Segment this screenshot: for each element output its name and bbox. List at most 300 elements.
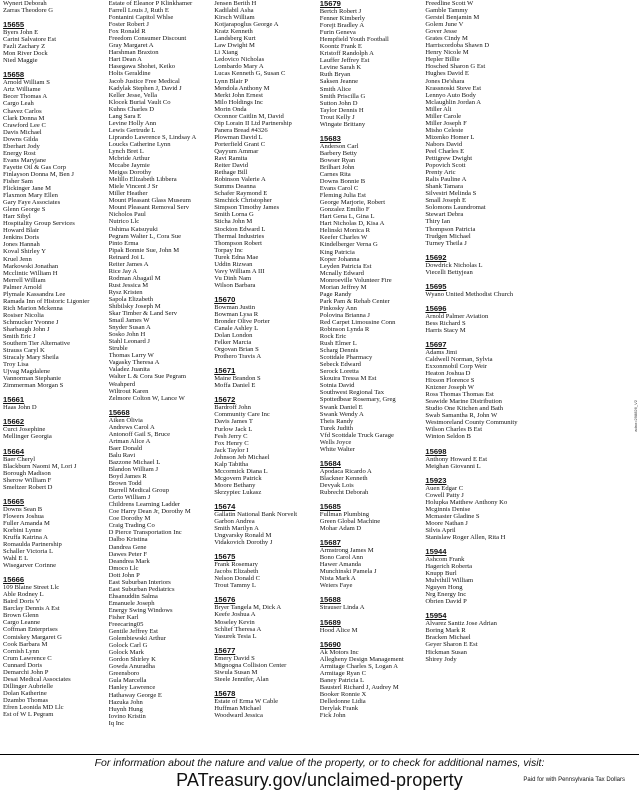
claimant-name: Johnson Jeb Michael [214,453,270,461]
claimant-name: Palmer Arnold [3,283,42,291]
claimant-name: Small Joseph E [425,197,467,205]
claimant-name: Ujvag Magdalene [3,368,51,376]
claimant-name: Flaxmon Mary Ellen [3,192,58,200]
claimant-name: Ramada Inn of Historic Ligonier [3,297,90,305]
claimant-name: Gordon Shirley K [108,656,156,664]
claimant-name: Haas John D [3,404,37,412]
claimant-name: Southwest Regional Tax [319,389,385,397]
claimant-name: Golembiewski Arthur [108,635,166,643]
claimant-name: Shank Tamara [425,183,464,191]
claimant-name: Mcmaster Gladine S [425,512,480,520]
claimant-name: Bardroff John [214,404,251,412]
claimant-name: Harris Stacy M [425,326,466,334]
claimant-name: Leyden Patricia Est [319,262,372,270]
claimant-name: Iovino Kristin [108,712,146,720]
claimant-name: Energy Swing Windows [108,606,173,614]
claimant-name: Freedline Scott W [425,0,474,7]
claimant-name: Plymale Kassandra Lee [3,290,66,298]
claimant-name: Burrell Medical Group [108,487,170,495]
claimant-name: Lucas Kenneth G, Susan C [214,70,286,78]
claimant-name: Sosko John H [108,331,146,339]
claimant-name: Estate of Eleanor P Klinkhamer [108,0,193,7]
claimant-name: Fisher Karl [108,613,139,621]
claimant-name: Golock Mark [108,649,144,657]
claimant-name: Crum Lawrence C [3,654,52,662]
footer [0,754,639,790]
claimant-name: Seawide Marine Distribution [425,398,502,406]
claimant-name: Dalbo Kristina [108,536,148,544]
zip-code-heading: 15658 [3,70,25,80]
claimant-name: Fox Henry C [214,439,249,447]
claimant-name: Blackner Kenneth [319,474,368,482]
claimant-name: Vagasky Theresa A [108,359,160,367]
claimant-name: Hawer Amanda [319,561,361,569]
claimant-name: Lennyo Auto Body [425,91,476,99]
claimant-name: Turek Judith [319,424,354,432]
claimant-name: Eberhart Jody [3,142,40,150]
claimant-name: Gonzalez Emilio F [319,206,370,214]
claimant-name: Koper Johanna [319,255,360,263]
zip-code-heading: 15677 [214,645,236,655]
claimant-name: Fazli Zachary Z [3,43,46,51]
zip-code-heading: 15688 [319,595,341,605]
claimant-name: Fleming Julia Est [319,192,366,200]
claimant-name: Golem June V [425,21,464,29]
claimant-name: Certo William J [108,494,151,502]
footer-info-text: For information about the nature and value of the property, or to check for additional names, visit: [94,757,545,769]
claimant-name: Moore Nathan J [425,519,468,527]
claimant-name: Dandrea Gene [108,543,147,551]
claimant-name: Arnold William S [3,79,50,87]
claimant-name: Miller Carole [425,112,462,120]
claimant-name: Scharg Dennis [319,347,359,355]
claimant-name: Pegram Walter L, Cora Sue [108,232,182,240]
claimant-name: Emanuele Joseph [108,599,155,607]
claimant-name: Page Randy [319,290,352,298]
claimant-name: Fox Ronald R [108,28,146,36]
claimant-name: Kadilabil Asha [214,7,254,15]
claimant-name: Mclaughlin Jordan A [425,98,482,106]
claimant-name: Moffa Daniel E [214,382,256,390]
claimant-name: Wells Joyce [319,438,352,446]
claimant-name: Stanislaw Roger Allen, Rita H [425,533,506,541]
claimant-name: Turney Theila J [425,239,467,247]
claimant-name: Trout Kelly J [319,113,355,121]
listing-column-3 [214,0,320,753]
claimant-name: Dmoco Llc [108,564,139,572]
claimant-name: Ashcom Frank [425,556,465,563]
claimant-name: Lynch Bret L [108,147,144,155]
zip-code-heading: 15665 [3,496,25,506]
claimant-name: Korbini Lynne [3,526,42,534]
zip-code-heading: 15670 [214,294,236,304]
claimant-name: Lynn Blair P [214,77,248,85]
claimant-name: Schmucker Yvonne J [3,318,59,326]
claimant-name: Energy Rost [3,149,36,157]
zip-code-heading: 15671 [214,366,236,376]
paid-notice: Paid for with Pennsylvania Tax Dollars [523,777,625,783]
claimant-name: Craig Trading Co [108,522,155,530]
claimant-name: Wyano United Methodist Church [425,290,514,298]
claimant-name: Moseley Kevin [214,618,255,626]
claimant-name: Pettigrew Dwight [425,155,473,163]
claimant-name: Miller Joseph F [425,119,467,127]
claimant-name: Smail James W [108,317,150,325]
claimant-name: Davis Michael [3,128,42,136]
claimant-name: Flowers Joshua [3,512,44,520]
claimant-name: Sutton John D [319,99,358,107]
claimant-name: Bronder Olive Porter [214,318,270,326]
claimant-name: Rosiser Nicolia [3,311,44,319]
claimant-name: Oshima Katsuyuki [108,225,158,233]
claimant-name: Turek Edna Mae [214,253,259,261]
claimant-name: Bazzone Michael L [108,458,161,466]
claimant-name: Nguyen Hong [425,584,463,592]
claimant-name: Lombardo Mary A [214,63,264,71]
claimant-name: Swank Daniel E [319,403,363,411]
claimant-name: Reiter David [214,162,249,170]
claimant-name: White Walter [319,445,355,453]
claimant-name: Bowser Ryan [319,156,356,164]
claimant-name: Skrzypiec Lukasz [214,488,262,496]
claimant-name: Kruffa Katrina A [3,533,48,541]
claimant-name: Baney Patricia L [319,676,365,684]
claimant-name: Gentile Jeffrey Est [108,628,158,636]
claimant-name: Simpson Timothy James [214,204,280,212]
claimant-name: Ak Motors Inc [319,648,359,656]
claimant-name: Zimmerman Morgan S [3,382,64,390]
claimant-name: Auen Edgar C [425,484,464,492]
claimant-name: Hosched Sharon G Est [425,63,486,71]
claimant-name: Harr Sibyl [3,213,31,221]
claimant-name: Ehsanuddin Salma [108,592,158,600]
claimant-name: Levine Holly Ann [108,119,157,127]
claimant-name: Prothero Travis A [214,353,262,361]
claimant-name: Ruth Bryan [319,71,351,79]
claimant-name: Community Care Inc [214,411,270,419]
claimant-name: Landsberg Kurt [214,35,256,43]
claimant-name: Kadylak Stephen J, David J [108,84,182,92]
claimant-name: Cowell Patty J [425,491,464,499]
listing-column-2 [109,0,215,753]
zip-code-heading: 15683 [319,133,341,143]
claimant-name: Silvestri Melinda S [425,190,477,198]
claimant-name: Gary Faye Associates [3,199,61,207]
claimant-name: Cook Barbara M [3,640,48,648]
claimant-name: Koval Shirley Y [3,248,46,256]
claimant-name: Finlayson Donna M, Ben J [3,170,74,178]
claimant-name: Exxonmobil Corp Weir [425,363,487,371]
claimant-name: Fesh Jerry C [214,432,248,440]
claimant-name: Carini Salvatore Est [3,36,57,44]
claimant-name: Winton Seldon B [425,433,471,441]
claimant-name: Armstrong James M [319,547,374,555]
claimant-name: Kristoff Randolph A [319,50,374,58]
claimant-name: Zelmore Colton W, Lance W [108,394,185,402]
claimant-name: Merkt John Ernest [214,91,263,99]
claimant-name: Crawford Lee C [3,121,46,129]
claimant-name: Smith Marilyn A [214,525,259,533]
claimant-name: Foster Robert J [108,21,149,29]
claimant-name: Viecelli Bettyjean [425,268,473,276]
claimant-name: Gray Margaret A [108,42,154,50]
claimant-name: Dott John P [108,571,140,579]
claimant-name: Fisher Sam [3,177,33,185]
claimant-name: Robinson Lynda R [319,326,370,334]
zip-code-heading: 15675 [214,552,236,562]
claimant-name: Able Rodney L [3,591,44,599]
claimant-name: Swank Wendy A [319,410,364,418]
claimant-name: Ungvarsky Ronald M [214,532,272,540]
claimant-name: King Patricia [319,248,355,256]
claimant-name: Bausterl Richard J, Audrey M [319,683,399,691]
zip-code-heading: 15687 [319,538,341,548]
claimant-name: Moore Bethany [214,481,256,489]
claimant-name: Scottdale Pharmacy [319,354,373,362]
claimant-name: Boring Mark R [425,627,466,635]
claimant-name: Sticha John M [214,218,253,226]
claimant-name: Ravi Ramita [214,155,248,163]
claimant-name: Estate of Erma W Cable [214,697,279,705]
claimant-name: Miller Ali [425,105,452,113]
claimant-name: Hart Nicholas D, Kisa A [319,220,385,228]
claimant-name: Carnes Rita [319,170,351,178]
listing-columns [3,0,637,753]
claimant-name: Spottedbear Rosemary, Greg [319,396,396,404]
claimant-name: Becer Thomas A [3,93,48,101]
claimant-name: Torpay Inc [214,246,243,254]
claimant-name: Struble [108,345,128,353]
claimant-name: Canale Ashley L [214,325,259,333]
claimant-name: Wingate Brittany [319,120,366,128]
zip-code-heading: 15672 [214,395,236,405]
claimant-name: Dillinger Aubrielle [3,682,53,690]
listing-column-1 [3,0,109,753]
claimant-name: Southern Tier Alternative [3,340,71,348]
claimant-name: Lauffer Jeffrey Est [319,57,370,65]
claimant-name: Hathaway George E [108,691,162,699]
claimant-name: Wisegarver Corinne [3,562,57,570]
claimant-name: Woodward Jessica [214,711,263,719]
claimant-name: Swab Samantha R, John W [425,412,498,420]
claimant-name: Knizner Joseph W [425,384,474,392]
claimant-name: Mignogna Collision Center [214,661,287,669]
claimant-name: Wahl E L [3,555,29,563]
claimant-name: Hepler Billie [425,56,460,64]
claimant-name: Vavy William A III [214,267,265,275]
zip-code-heading: 15696 [425,303,447,313]
claimant-name: Solomons Laundromat [425,204,486,212]
claimant-name: Hagerich Roberta [425,563,473,571]
claimant-name: Jensen Berith H [214,0,257,7]
claimant-name: Westmoreland County Community [425,419,518,427]
claimant-name: Law Dwight M [214,42,255,50]
zip-code-heading: 15655 [3,20,25,30]
claimant-name: Misho Celeste [425,126,464,134]
claimant-name: Kratz Kenneth [214,28,253,36]
claimant-name: Thompson Patricia [425,225,476,233]
claimant-name: Bryer Tangela M, Dick A [214,604,282,612]
claimant-name: Simchick Christopher [214,197,272,205]
claimant-name: Panera Bread #4326 [214,126,268,134]
claimant-name: Dzambo Thomas [3,696,49,704]
claimant-name: Bertch Robert J [319,8,362,15]
claimant-name: Brown Todd [108,480,142,488]
claimant-name: Yasurek Tesia L [214,632,257,640]
claimant-name: Rethage Bill [214,169,248,177]
claimant-name: Geyer Sharon E Est [425,641,478,649]
claimant-name: Kindelberger Verna G [319,241,378,249]
claimant-name: Uddin Rizwan [214,260,253,268]
claimant-name: Ledovico Nicholas [214,56,265,64]
claimant-name: Klocek Burial Vault Co [108,98,171,106]
claimant-name: Desai Medical Associates [3,675,71,683]
claimant-name: Plowman David L [214,133,263,141]
claimant-name: Jones Hannah [3,241,40,249]
claimant-name: Aiken Olivia [108,416,143,424]
claimant-name: Felker Marcia [214,339,252,347]
claimant-name: Romaulda Partnership [3,541,62,548]
claimant-name: Wilson Charles B Est [425,426,483,434]
claimant-name: Frank Rosemary [214,561,258,569]
claimant-name: Theis Randy [319,417,354,425]
claimant-name: Vidakovich Dorothy J [214,539,273,547]
zip-code-heading: 15944 [425,547,447,556]
claimant-name: Grates Cindy M [425,35,468,43]
claimant-name: Coffman Enterprises [3,626,58,634]
claimant-name: Red Carpet Limousine Conn [319,318,396,326]
claimant-name: Dolan Katherine [3,689,47,697]
claimant-name: Helinski Monica R [319,227,370,235]
claimant-name: Morian Jeffrey M [319,283,367,291]
claimant-name: Vfd Scottdale Truck Garage [319,431,394,439]
claimant-name: Freedom Consumer Discount [108,35,187,43]
claimant-name: Stewart Debra [425,211,464,219]
claimant-name: Greensboro [108,670,140,678]
claimant-name: Rush Elmer L [319,340,357,348]
claimant-name: Rysz Kristen [108,288,143,296]
claimant-name: Barbery Betty [319,149,357,157]
claimant-name: Pinkosky Ann [319,304,357,312]
claimant-name: Fick John [319,711,346,719]
claimant-name: Hart Gena L, Gina L [319,213,375,221]
zip-code-heading: 15676 [214,595,236,605]
claimant-name: Holupka Matthew Anthony Ko [425,498,508,506]
claimant-name: Munchinski Pamela J [319,568,377,576]
claimant-name: Skouira Tressa M Est [319,375,377,383]
claimant-name: Mulvihill William [425,577,474,585]
claimant-name: Loucks Catherine Lynn [108,140,171,148]
claimant-name: Furin Geneva [319,29,356,37]
claimant-name: Fayette Oil & Gas Corp [3,163,66,171]
claimant-name: Nicholos Paul [108,211,146,219]
claimant-name: Mendola Anthony M [214,84,270,92]
claimant-name: Borough Madison [3,469,51,477]
claimant-name: Cargo Leah [3,100,34,108]
claimant-name: Thomas Larry W [108,352,154,360]
claimant-name: Jones De'shara [425,77,465,85]
claimant-name: Valadez Juanita [108,366,150,374]
claimant-name: Milo Holdings Inc [214,98,263,106]
claimant-name: Glenn George S [3,206,46,214]
claimant-name: Melillo Elizabeth Libbera [108,176,177,184]
claimant-name: Iq Inc [108,719,125,727]
claimant-name: Boyd James R [108,473,147,481]
claimant-name: Anderson Carl [319,142,359,150]
claimant-name: Heaton Joshua D [425,370,471,378]
claimant-name: Chavez Carlos [3,107,42,115]
claimant-name: Maine Brandon S [214,375,261,383]
claimant-name: Stracaly Mary Sheila [3,354,59,362]
zip-code-heading: 15692 [425,252,447,262]
claimant-name: Vu Dinh Nam [214,274,252,282]
claimant-name: Smith Lorna G [214,211,254,219]
claimant-name: Evans Maryjane [3,156,47,164]
claimant-name: Reinard Joi L [108,253,145,261]
claimant-name: Brilhart John [319,163,355,171]
claimant-name: Levine Sarah K [319,64,362,72]
claimant-name: Fuller Amanda M [3,519,50,527]
claimant-name: Studio One Kitchen and Bath [425,405,504,413]
claimant-name: Pinto Erma [108,239,139,247]
claimant-name: Snyder Susan A [108,324,151,332]
claimant-name: Furlow Jack L [214,425,253,433]
claimant-name: Troy Lisa [3,361,29,369]
claimant-name: Stahl Leonard J [108,338,150,346]
claimant-name: D Pierce Transportation Inc [108,529,182,537]
claimant-name: Armitage Ryan C [319,669,367,677]
claimant-name: Nrg Energy Inc [425,591,467,599]
zip-code-heading: 15689 [319,617,341,627]
claimant-name: Keefe Joshua A [214,611,256,619]
claimant-name: Andrews Carol A [108,423,155,431]
claimant-name: Adams Jimi [425,348,458,356]
claimant-name: Popovich Scott [425,162,466,170]
claimant-name: Apodaca Ricardo A [319,467,372,475]
claimant-name: Meighan Giovanni L [425,462,481,470]
claimant-name: Monroeville Volunteer Fire [319,276,392,284]
claimant-name: Zarras Theodore G [3,7,54,15]
claimant-name: Emery David S [214,654,255,662]
claimant-name: Markowski Jonathan [3,262,59,270]
claimant-name: Kruel Jenn [3,255,32,263]
zip-code-heading: 15684 [319,458,341,468]
claimant-name: Weahperd [108,380,136,388]
claimant-name: Keefer Charles W [319,234,368,242]
claimant-name: Fullman Plumbing [319,511,370,519]
claimant-name: Mcginnis Denise [425,505,471,513]
claimant-name: Silvis April [425,526,456,534]
claimant-name: Deandrea Mark [108,557,150,565]
claimant-name: Krassnoski Steve Est [425,84,482,92]
claimant-name: Mount Pleasant Glass Museum [108,197,191,205]
claimant-name: Mizenko Homer L [425,133,475,141]
claimant-name: Nied Maggie [3,57,38,65]
claimant-name: Pipak Bonnie Sue, John M [108,246,180,254]
claimant-name: Orgovan Brian S [214,346,259,354]
claimant-name: Golock Carl G [108,642,148,650]
claimant-name: Nutrico Llc [108,218,140,226]
footer-url-link[interactable]: PATreasury.gov/unclaimed-property [176,770,463,790]
claimant-name: Mccormick Diana L [214,467,268,475]
claimant-name: Hickman Susan [425,648,467,656]
claimant-name: Downs Sean B [3,505,43,513]
claimant-name: Hart Dean A [108,56,142,64]
zip-code-heading: 15685 [319,502,341,512]
claimant-name: Prenty Aric [425,169,456,177]
claimant-name: Bracken Michael [425,634,471,642]
claimant-name: Baer Cheryl [3,455,36,463]
